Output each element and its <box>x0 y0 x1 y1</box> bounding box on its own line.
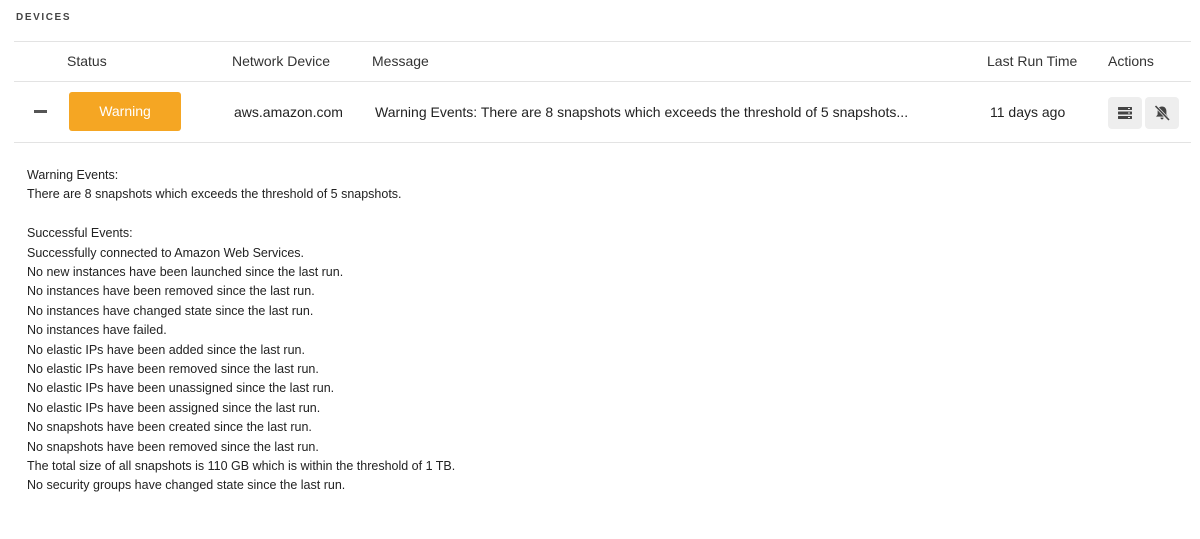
network-device-cell: aws.amazon.com <box>234 104 343 120</box>
success-event-line: No elastic IPs have been added since the last run. <box>27 342 305 357</box>
success-event-line: No instances have been removed since the last run. <box>27 284 315 299</box>
details-button[interactable] <box>1108 97 1142 129</box>
success-event-line: No instances have changed state since the last run. <box>27 303 314 318</box>
warning-event-line: There are 8 snapshots which exceeds the threshold of 5 snapshots. <box>27 187 402 202</box>
mute-alerts-icon <box>1153 104 1171 122</box>
success-event-line: No snapshots have been removed since the last run. <box>27 439 319 454</box>
last-run-time-cell: 11 days ago <box>990 104 1066 120</box>
message-cell: Warning Events: There are 8 snapshots which exceeds the threshold of 5 snapshots... <box>375 104 909 120</box>
mute-alerts-button[interactable] <box>1145 97 1179 129</box>
success-event-line: Successfully connected to Amazon Web Services. <box>27 245 304 260</box>
success-event-line: No elastic IPs have been unassigned since the last run. <box>27 381 335 396</box>
success-event-line: No instances have failed. <box>27 323 167 338</box>
warning-events-heading: Warning Events: <box>27 168 119 182</box>
status-badge: Warning <box>69 92 181 131</box>
successful-events-heading: Successful Events: <box>27 226 133 241</box>
event-details <box>27 166 455 496</box>
section-title: DEVICES <box>16 12 72 23</box>
success-event-line: No snapshots have been created since the last run. <box>27 420 312 435</box>
success-event-line: No elastic IPs have been removed since the last run. <box>27 362 319 377</box>
success-event-line: No elastic IPs have been assigned since the last run. <box>27 400 321 415</box>
details-icon <box>1117 106 1133 120</box>
collapse-icon <box>34 110 47 113</box>
devices-table <box>14 41 1191 143</box>
column-header-actions: Actions <box>1108 53 1154 69</box>
column-header-last-run-time[interactable]: Last Run Time <box>987 53 1078 69</box>
success-event-line: No security groups have changed state since the last run. <box>27 478 346 493</box>
success-event-line: No new instances have been launched since the last run. <box>27 265 344 280</box>
column-header-message[interactable]: Message <box>372 53 429 69</box>
column-header-status[interactable]: Status <box>67 53 107 69</box>
column-header-network-device[interactable]: Network Device <box>232 53 331 69</box>
success-event-line: The total size of all snapshots is 110 GB which is within the threshold of 1 TB. <box>27 459 456 474</box>
table-row[interactable] <box>14 82 1191 143</box>
table-header <box>14 41 1191 82</box>
collapse-row-button[interactable] <box>26 100 54 124</box>
details-spacer <box>27 205 455 224</box>
